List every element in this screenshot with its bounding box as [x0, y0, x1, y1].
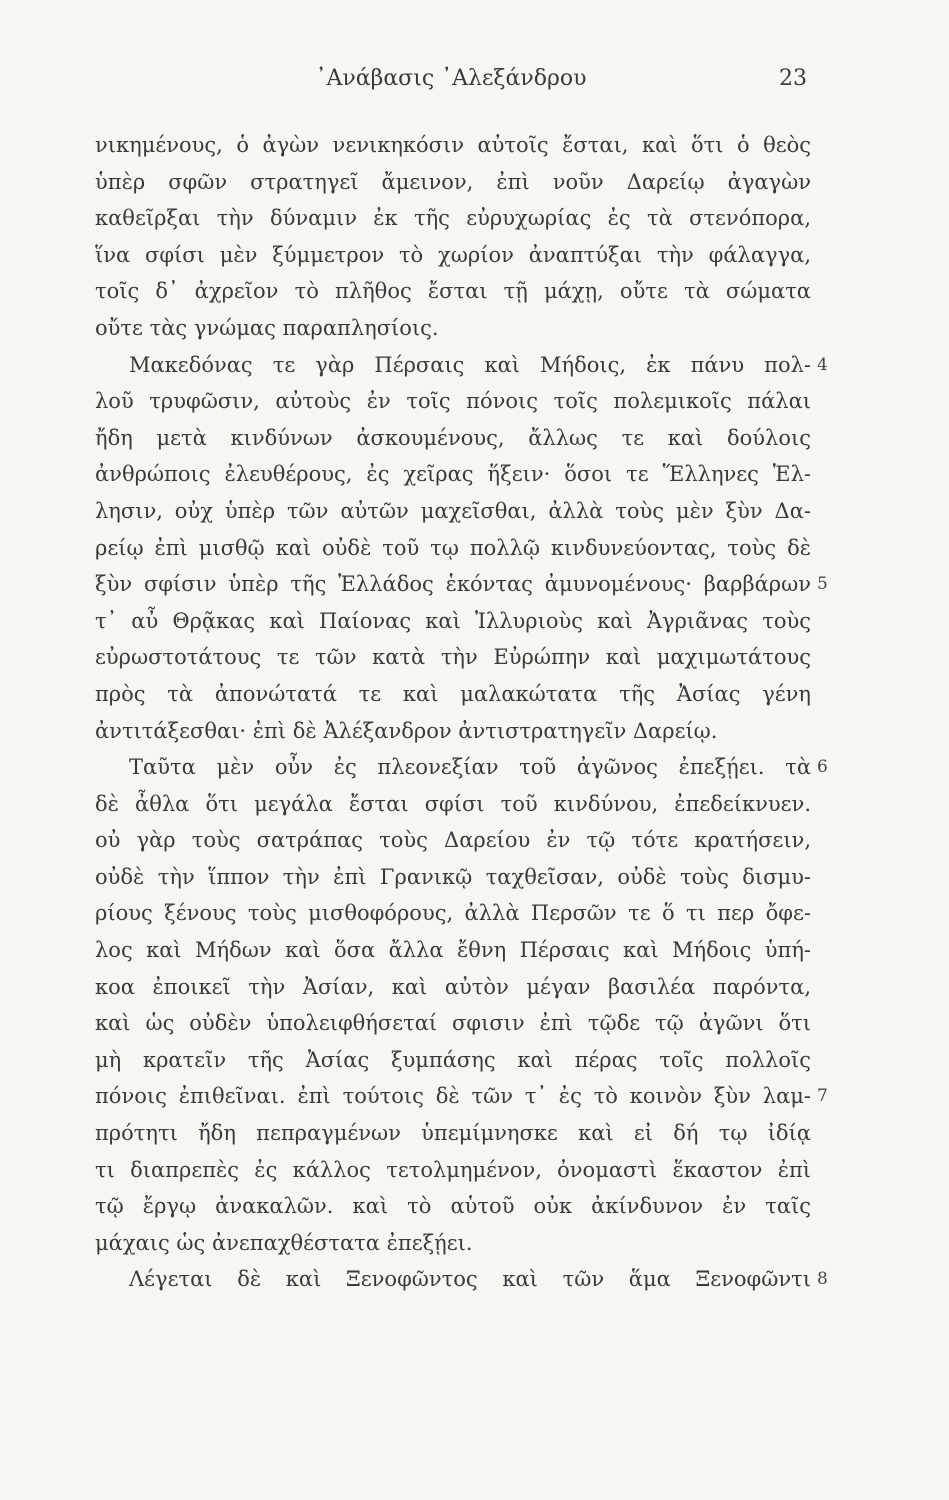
section-number: 5 [817, 574, 828, 595]
text-line [95, 969, 811, 1006]
text-line [95, 639, 811, 676]
line-text: μάχαις ὡς ἀνεπαχθέστατα ἐπεξῄει. [95, 1230, 473, 1255]
text-line [95, 420, 811, 457]
line-text: λος καὶ Μήδων καὶ ὅσα ἄλλα ἔθνη Πέρσαις καὶ Μήδοις ὑπή- [95, 938, 811, 963]
line-text: ἀντιτάξεσθαι· ἐπὶ δὲ Ἀλέξανδρον ἀντιστρατηγεῖν Δαρείῳ. [95, 718, 718, 743]
text-line [95, 1225, 811, 1262]
section-number: 4 [817, 354, 828, 375]
line-text: τ᾿ αὖ Θρᾷκας καὶ Παίονας καὶ Ἰλλυριοὺς καὶ Ἀγριᾶνας τοὺς [95, 608, 811, 633]
section-number: 8 [817, 1269, 828, 1290]
text-line [95, 1115, 811, 1152]
line-text: ἀνθρώποις ἐλευθέρους, ἐς χεῖρας ἥξειν· ὅσοι τε Ἕλληνες Ἑλ- [95, 462, 811, 487]
text-line [95, 786, 811, 823]
line-text: δὲ ἆθλα ὅτι μεγάλα ἔσται σφίσι τοῦ κινδύνου, ἐπεδείκνυεν. [95, 791, 811, 816]
text-line [95, 493, 811, 530]
line-text: ρείῳ ἐπὶ μισθῷ καὶ οὐδὲ τοῦ τῳ πολλῷ κινδυνεύοντας, τοὺς δὲ [95, 535, 811, 560]
running-title: ᾿Ανάβασις ᾿Αλεξάνδρου [315, 66, 587, 91]
page-number: 23 [779, 66, 807, 91]
section-number: 7 [817, 1086, 828, 1107]
text-line [95, 822, 811, 859]
text-line [95, 164, 811, 201]
line-text: τι διαπρεπὲς ἐς κάλλος τετολμημένον, ὀνομαστὶ ἕκαστον ἐπὶ [95, 1157, 811, 1182]
line-text: μὴ κρατεῖν τῆς Ἀσίας ξυμπάσης καὶ πέρας τοῖς πολλοῖς [95, 1047, 811, 1072]
text-line [95, 749, 828, 786]
line-text: καὶ ὡς οὐδὲν ὑπολειφθήσεταί σφισιν ἐπὶ τῷδε τῷ ἀγῶνι ὅτι [95, 1011, 811, 1036]
line-text: ρίους ξένους τοὺς μισθοφόρους, ἀλλὰ Περσῶν τε ὅ τι περ ὄφε- [95, 901, 811, 926]
text-line [95, 859, 811, 896]
line-text: εὐρωστοτάτους τε τῶν κατὰ τὴν Εὐρώπην καὶ μαχιμωτάτους [95, 645, 811, 670]
text-line [95, 273, 811, 310]
text-line [95, 895, 811, 932]
line-text: ὑπὲρ σφῶν στρατηγεῖ ἄμεινον, ἐπὶ νοῦν Δαρείῳ ἀγαγὼν [95, 169, 811, 194]
line-text: νικημένους, ὁ ἀγὼν νενικηκόσιν αὐτοῖς ἔσται, καὶ ὅτι ὁ θεὸς [95, 133, 811, 157]
text-line [95, 676, 811, 713]
line-text: οὐδὲ τὴν ἵππον τὴν ἐπὶ Γρανικῷ ταχθεῖσαν, οὐδὲ τοὺς δισμυ- [95, 864, 811, 889]
line-text: λοῦ τρυφῶσιν, αὐτοὺς ἐν τοῖς πόνοις τοῖς πολεμικοῖς πάλαι [95, 389, 811, 414]
text-line [95, 1152, 811, 1189]
text-line [95, 603, 811, 640]
text-line [95, 310, 811, 347]
text-line [95, 347, 828, 384]
line-text: πρότητι ἤδη πεπραγμένων ὑπεμίμνησκε καὶ εἰ δή τῳ ἰδίᾳ [95, 1121, 811, 1146]
text-line [95, 456, 811, 493]
body-text [95, 127, 828, 1298]
text-line [95, 932, 811, 969]
text-line [95, 1042, 811, 1079]
line-text: οὐ γὰρ τοὺς σατράπας τοὺς Δαρείου ἐν τῷ τότε κρατήσειν, [95, 828, 811, 853]
text-line [95, 237, 811, 274]
text-line [95, 1078, 828, 1115]
line-text: Μακεδόνας τε γὰρ Πέρσαις καὶ Μήδοις, ἐκ πάνυ πολ- [129, 352, 811, 377]
line-text: τοῖς δ᾿ ἀχρεῖον τὸ πλῆθος ἔσται τῇ μάχῃ, οὔτε τὰ σώματα [95, 279, 811, 304]
section-number: 6 [817, 757, 828, 778]
line-text: τῷ ἔργῳ ἀνακαλῶν. καὶ τὸ αὑτοῦ οὐκ ἀκίνδυνον ἐν ταῖς [95, 1194, 811, 1219]
line-text: λησιν, οὐχ ὑπὲρ τῶν αὐτῶν μαχεῖσθαι, ἀλλὰ τοὺς μὲν ξὺν Δα- [95, 498, 811, 523]
line-text: κοα ἐποικεῖ τὴν Ἀσίαν, καὶ αὐτὸν μέγαν βασιλέα παρόντα, [95, 974, 811, 999]
text-line [95, 1188, 811, 1225]
line-text: ἵνα σφίσι μὲν ξύμμετρον τὸ χωρίον ἀναπτύξαι τὴν φάλαγγα, [95, 242, 811, 267]
text-line [95, 127, 811, 164]
text-line [95, 1005, 811, 1042]
line-text: ἤδη μετὰ κινδύνων ἀσκουμένους, ἄλλως τε καὶ δούλοις [95, 425, 811, 450]
line-text: οὔτε τὰς γνώμας παραπλησίοις. [95, 315, 439, 340]
line-text: πόνοις ἐπιθεῖναι. ἐπὶ τούτοις δὲ τῶν τ᾿ ἐς τὸ κοινὸν ξὺν λαμ- [95, 1084, 811, 1109]
text-line [95, 713, 811, 750]
line-text: ξὺν σφίσιν ὑπὲρ τῆς Ἑλλάδος ἑκόντας ἀμυνομένους· βαρβάρων [95, 572, 811, 597]
line-text: πρὸς τὰ ἀπονώτατά τε καὶ μαλακώτατα τῆς Ἀσίας γένη [95, 681, 811, 706]
line-text: Ταῦτα μὲν οὖν ἐς πλεονεξίαν τοῦ ἀγῶνος ἐπεξῄει. τὰ [129, 755, 811, 780]
page-header [95, 66, 807, 100]
text-line [95, 566, 828, 603]
text-line [95, 530, 811, 567]
text-line [95, 383, 811, 420]
line-text: καθεῖρξαι τὴν δύναμιν ἐκ τῆς εὐρυχωρίας ἐς τὰ στενόπορα, [95, 206, 811, 231]
text-line [95, 1261, 828, 1298]
line-text: Λέγεται δὲ καὶ Ξενοφῶντος καὶ τῶν ἅμα Ξενοφῶντι [129, 1267, 811, 1292]
text-line [95, 200, 811, 237]
